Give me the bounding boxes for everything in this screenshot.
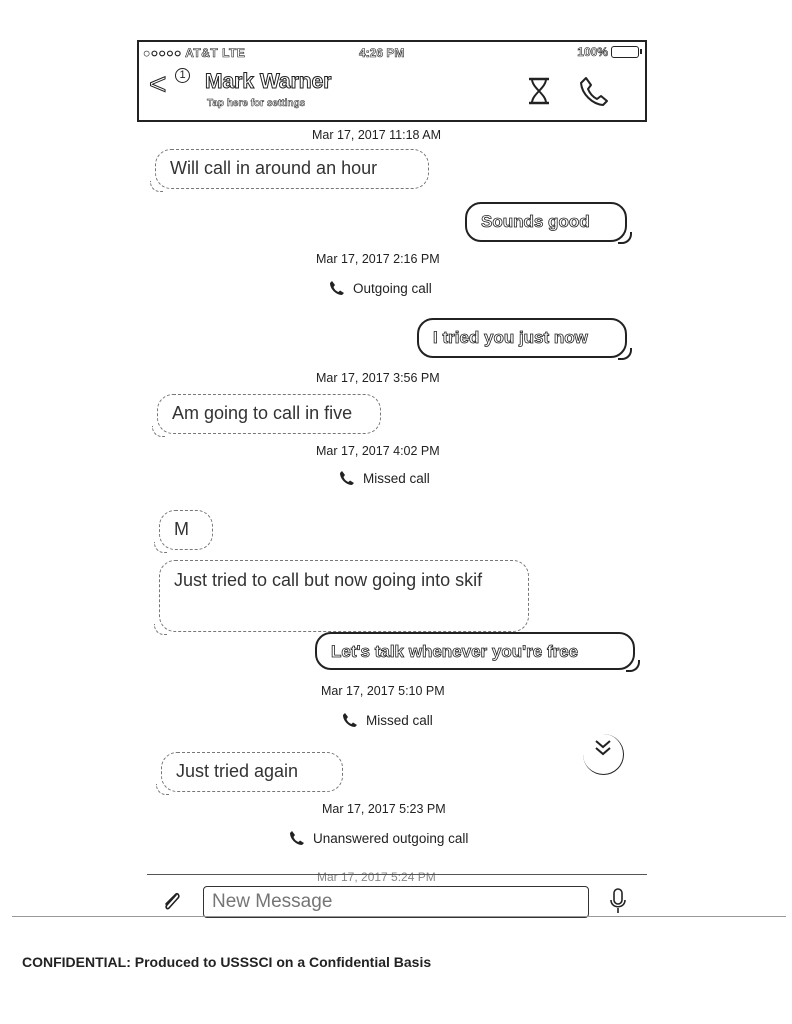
page-divider [12,916,786,917]
message-list[interactable] [137,122,647,884]
timestamp: Mar 17, 2017 2:16 PM [316,252,440,266]
timestamp: Mar 17, 2017 3:56 PM [316,371,440,385]
back-button[interactable]: < [149,68,167,101]
timestamp: Mar 17, 2017 11:18 AM [312,128,442,142]
call-label: Outgoing call [353,280,432,296]
phone-icon [339,470,355,486]
call-log-entry [329,280,432,296]
timestamp: Mar 17, 2017 4:02 PM [316,444,440,458]
paperclip-icon[interactable] [161,891,183,913]
call-label: Unanswered outgoing call [313,830,469,846]
outgoing-message[interactable]: Sounds good [465,202,627,242]
microphone-icon[interactable] [609,887,627,915]
contact-name[interactable]: Mark Warner [205,70,332,93]
status-bar [137,40,647,62]
battery-indicator [577,45,639,59]
battery-icon [611,46,639,58]
timestamp: Mar 17, 2017 5:24 PM [317,870,436,884]
outgoing-message[interactable]: I tried you just now [417,318,627,358]
timestamp: Mar 17, 2017 5:23 PM [322,802,446,816]
battery-percent: 100% [577,45,608,59]
phone-screen [137,40,647,884]
settings-hint[interactable]: Tap here for settings [207,98,306,109]
phone-icon [329,280,345,296]
unread-badge: 1 [175,68,190,83]
double-chevron-down-icon [593,738,613,758]
phone-icon [342,712,358,728]
timestamp: Mar 17, 2017 5:10 PM [321,684,445,698]
call-log-entry [339,470,430,486]
phone-icon [289,830,305,846]
call-log-entry [342,712,433,728]
confidential-footer: CONFIDENTIAL: Produced to USSSCI on a Confidential Basis [22,954,432,970]
call-label: Missed call [363,470,430,486]
new-message-input[interactable] [203,886,589,918]
clock: 4:26 PM [359,46,405,60]
call-log-entry [289,830,468,846]
hourglass-icon[interactable] [525,76,553,106]
call-label: Missed call [366,712,433,728]
outgoing-message[interactable]: Let's talk whenever you're free [315,632,635,670]
incoming-message[interactable]: M [159,510,213,550]
incoming-message[interactable]: Will call in around an hour [155,149,429,189]
conversation-header [137,62,647,122]
scroll-down-button[interactable] [583,734,624,775]
phone-icon[interactable] [577,74,611,108]
incoming-message[interactable]: Just tried to call but now going into skif [159,560,529,632]
carrier-label: ●○○○○ AT&T LTE [143,46,246,60]
incoming-message[interactable]: Just tried again [161,752,343,792]
incoming-message[interactable]: Am going to call in five [157,394,381,434]
